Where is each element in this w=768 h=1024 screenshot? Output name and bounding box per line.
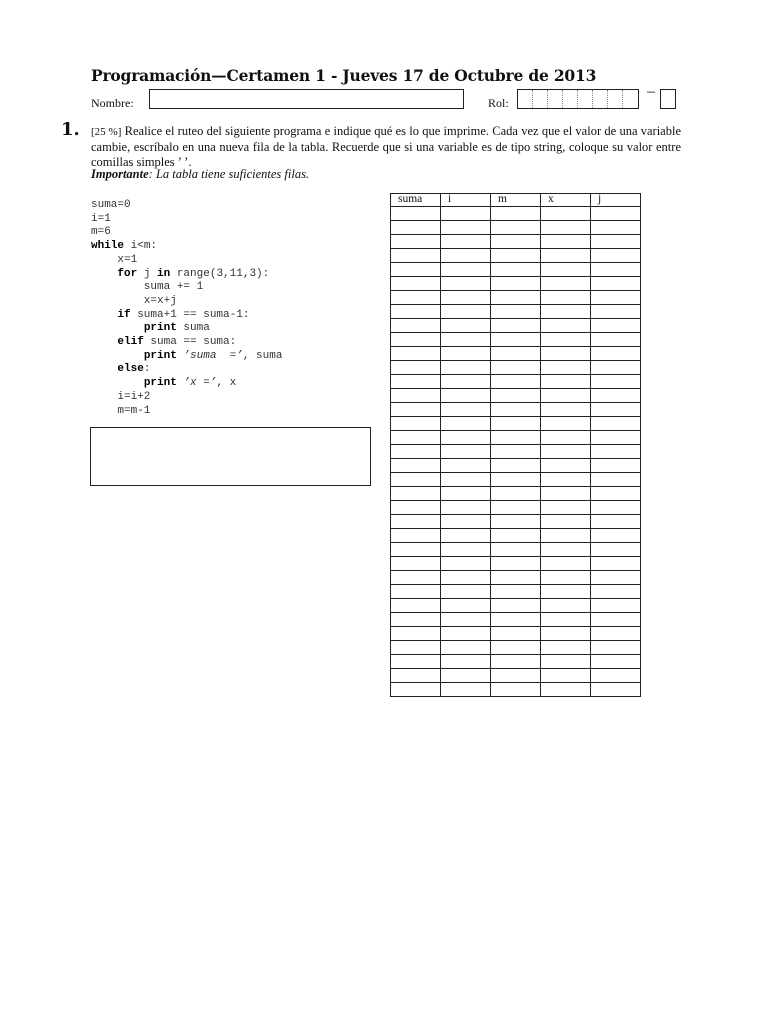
important-text: : La tabla tiene suficientes filas. [148, 167, 310, 181]
cell-i[interactable] [441, 655, 491, 669]
cell-j[interactable] [591, 683, 641, 697]
table-row [391, 375, 641, 389]
cell-j[interactable] [591, 655, 641, 669]
cell-j[interactable] [591, 613, 641, 627]
cell-j[interactable] [591, 375, 641, 389]
cell-i[interactable] [441, 459, 491, 473]
cell-i[interactable] [441, 557, 491, 571]
cell-x[interactable] [541, 221, 591, 235]
cell-suma[interactable] [391, 571, 441, 585]
cell-i[interactable] [441, 529, 491, 543]
cell-j[interactable] [591, 291, 641, 305]
cell-x[interactable] [541, 557, 591, 571]
cell-j[interactable] [591, 557, 641, 571]
cell-i[interactable] [441, 683, 491, 697]
cell-m[interactable] [491, 445, 541, 459]
cell-m[interactable] [491, 613, 541, 627]
cell-x[interactable] [541, 641, 591, 655]
cell-m[interactable] [491, 599, 541, 613]
cell-m[interactable] [491, 207, 541, 221]
trace-table-header [391, 194, 641, 207]
cell-suma[interactable] [391, 487, 441, 501]
cell-j[interactable] [591, 529, 641, 543]
cell-i[interactable] [441, 361, 491, 375]
column-header-suma: suma [391, 194, 441, 207]
cell-m[interactable] [491, 347, 541, 361]
cell-j[interactable] [591, 669, 641, 683]
cell-suma[interactable] [391, 249, 441, 263]
column-header-j: j [591, 194, 641, 207]
cell-x[interactable] [541, 571, 591, 585]
cell-m[interactable] [491, 585, 541, 599]
question-percent: [25 %] [91, 126, 122, 138]
cell-m[interactable] [491, 305, 541, 319]
table-row [391, 333, 641, 347]
cell-j[interactable] [591, 333, 641, 347]
cell-suma[interactable] [391, 417, 441, 431]
cell-i[interactable] [441, 571, 491, 585]
cell-j[interactable] [591, 459, 641, 473]
cell-m[interactable] [491, 669, 541, 683]
question-body: Realice el ruteo del siguiente programa e indique qué es lo que imprime. Cada vez que el valor de una variable cambie, escríbalo en una nueva fila de la tabla. Recuerde que si una variable es de tipo string, coloque su valor entre comillas simples ’ ’. [91, 124, 682, 169]
cell-x[interactable] [541, 585, 591, 599]
table-row [391, 627, 641, 641]
cell-x[interactable] [541, 445, 591, 459]
cell-suma[interactable] [391, 529, 441, 543]
cell-suma[interactable] [391, 221, 441, 235]
cell-suma[interactable] [391, 501, 441, 515]
rol-digit-cell[interactable] [623, 90, 638, 108]
cell-m[interactable] [491, 389, 541, 403]
cell-m[interactable] [491, 557, 541, 571]
cell-m[interactable] [491, 417, 541, 431]
cell-suma[interactable] [391, 585, 441, 599]
table-row [391, 277, 641, 291]
cell-m[interactable] [491, 515, 541, 529]
cell-m[interactable] [491, 277, 541, 291]
cell-suma[interactable] [391, 263, 441, 277]
table-row [391, 347, 641, 361]
cell-i[interactable] [441, 431, 491, 445]
table-row [391, 515, 641, 529]
cell-x[interactable] [541, 277, 591, 291]
cell-m[interactable] [491, 333, 541, 347]
table-row [391, 291, 641, 305]
cell-m[interactable] [491, 361, 541, 375]
cell-i[interactable] [441, 641, 491, 655]
cell-i[interactable] [441, 585, 491, 599]
cell-m[interactable] [491, 571, 541, 585]
cell-x[interactable] [541, 487, 591, 501]
trace-table-body [391, 207, 641, 697]
cell-x[interactable] [541, 529, 591, 543]
table-row [391, 263, 641, 277]
cell-j[interactable] [591, 263, 641, 277]
rol-field[interactable] [517, 89, 639, 109]
cell-x[interactable] [541, 501, 591, 515]
cell-x[interactable] [541, 347, 591, 361]
table-row [391, 221, 641, 235]
cell-i[interactable] [441, 487, 491, 501]
cell-suma[interactable] [391, 445, 441, 459]
table-row [391, 585, 641, 599]
cell-x[interactable] [541, 389, 591, 403]
cell-j[interactable] [591, 515, 641, 529]
cell-x[interactable] [541, 249, 591, 263]
table-row [391, 501, 641, 515]
cell-suma[interactable] [391, 291, 441, 305]
table-row [391, 529, 641, 543]
cell-i[interactable] [441, 599, 491, 613]
cell-m[interactable] [491, 529, 541, 543]
cell-j[interactable] [591, 347, 641, 361]
cell-suma[interactable] [391, 683, 441, 697]
cell-suma[interactable] [391, 431, 441, 445]
cell-suma[interactable] [391, 543, 441, 557]
cell-j[interactable] [591, 585, 641, 599]
cell-i[interactable] [441, 333, 491, 347]
cell-suma[interactable] [391, 319, 441, 333]
cell-x[interactable] [541, 305, 591, 319]
cell-m[interactable] [491, 543, 541, 557]
cell-j[interactable] [591, 487, 641, 501]
cell-j[interactable] [591, 445, 641, 459]
cell-x[interactable] [541, 235, 591, 249]
table-row [391, 389, 641, 403]
rol-digit-cell[interactable] [518, 90, 533, 108]
cell-j[interactable] [591, 277, 641, 291]
table-row [391, 417, 641, 431]
cell-suma[interactable] [391, 599, 441, 613]
cell-suma[interactable] [391, 459, 441, 473]
cell-x[interactable] [541, 361, 591, 375]
table-row [391, 613, 641, 627]
cell-i[interactable] [441, 207, 491, 221]
cell-m[interactable] [491, 683, 541, 697]
cell-i[interactable] [441, 473, 491, 487]
cell-suma[interactable] [391, 515, 441, 529]
cell-j[interactable] [591, 235, 641, 249]
table-row [391, 459, 641, 473]
cell-m[interactable] [491, 291, 541, 305]
important-label: Importante [91, 167, 149, 181]
cell-i[interactable] [441, 305, 491, 319]
cell-x[interactable] [541, 599, 591, 613]
cell-suma[interactable] [391, 403, 441, 417]
cell-j[interactable] [591, 627, 641, 641]
cell-m[interactable] [491, 319, 541, 333]
rol-separator: – [647, 83, 655, 100]
cell-i[interactable] [441, 403, 491, 417]
cell-m[interactable] [491, 249, 541, 263]
rol-digit-cell[interactable] [563, 90, 578, 108]
cell-x[interactable] [541, 375, 591, 389]
cell-m[interactable] [491, 641, 541, 655]
cell-m[interactable] [491, 655, 541, 669]
cell-j[interactable] [591, 571, 641, 585]
column-header-x: x [541, 194, 591, 207]
cell-i[interactable] [441, 319, 491, 333]
cell-m[interactable] [491, 263, 541, 277]
cell-j[interactable] [591, 361, 641, 375]
exam-title: Programación—Certamen 1 - Jueves 17 de Octubre de 2013 [91, 66, 597, 85]
cell-suma[interactable] [391, 669, 441, 683]
column-header-i: i [441, 194, 491, 207]
cell-m[interactable] [491, 431, 541, 445]
cell-i[interactable] [441, 445, 491, 459]
cell-i[interactable] [441, 515, 491, 529]
cell-j[interactable] [591, 319, 641, 333]
rol-check-digit-field[interactable] [660, 89, 676, 109]
table-row [391, 655, 641, 669]
cell-j[interactable] [591, 417, 641, 431]
cell-suma[interactable] [391, 361, 441, 375]
cell-x[interactable] [541, 627, 591, 641]
cell-i[interactable] [441, 235, 491, 249]
cell-suma[interactable] [391, 347, 441, 361]
table-row [391, 571, 641, 585]
cell-x[interactable] [541, 319, 591, 333]
cell-suma[interactable] [391, 389, 441, 403]
cell-m[interactable] [491, 235, 541, 249]
cell-m[interactable] [491, 403, 541, 417]
table-row [391, 403, 641, 417]
cell-x[interactable] [541, 669, 591, 683]
cell-j[interactable] [591, 403, 641, 417]
cell-x[interactable] [541, 473, 591, 487]
cell-j[interactable] [591, 501, 641, 515]
table-row [391, 683, 641, 697]
rol-digit-cell[interactable] [578, 90, 593, 108]
cell-j[interactable] [591, 207, 641, 221]
cell-x[interactable] [541, 459, 591, 473]
question-number: 1. [61, 119, 80, 140]
cell-m[interactable] [491, 487, 541, 501]
cell-m[interactable] [491, 501, 541, 515]
table-row [391, 487, 641, 501]
cell-i[interactable] [441, 501, 491, 515]
cell-i[interactable] [441, 375, 491, 389]
cell-i[interactable] [441, 347, 491, 361]
cell-x[interactable] [541, 515, 591, 529]
table-row [391, 319, 641, 333]
table-row [391, 599, 641, 613]
cell-x[interactable] [541, 263, 591, 277]
cell-x[interactable] [541, 683, 591, 697]
cell-j[interactable] [591, 599, 641, 613]
table-row [391, 361, 641, 375]
cell-m[interactable] [491, 459, 541, 473]
cell-x[interactable] [541, 291, 591, 305]
table-row [391, 543, 641, 557]
cell-suma[interactable] [391, 627, 441, 641]
cell-j[interactable] [591, 641, 641, 655]
question-text [91, 124, 681, 170]
cell-j[interactable] [591, 473, 641, 487]
table-row [391, 557, 641, 571]
cell-x[interactable] [541, 207, 591, 221]
cell-j[interactable] [591, 249, 641, 263]
cell-x[interactable] [541, 613, 591, 627]
cell-i[interactable] [441, 277, 491, 291]
cell-i[interactable] [441, 627, 491, 641]
output-answer-box[interactable] [90, 427, 371, 486]
cell-x[interactable] [541, 543, 591, 557]
table-row [391, 305, 641, 319]
cell-x[interactable] [541, 333, 591, 347]
code-block: suma=0 i=1 m=6 while i<m: x=1 for j in range(3,11,3): suma += 1 x=x+j if suma+1 == suma-1: print suma elif suma == suma: print ’suma =’, suma else: print ’x =’, x i=i+2 m=m-1 [91, 199, 283, 417]
column-header-m: m [491, 194, 541, 207]
cell-x[interactable] [541, 655, 591, 669]
cell-i[interactable] [441, 389, 491, 403]
table-row [391, 445, 641, 459]
cell-suma[interactable] [391, 473, 441, 487]
table-row [391, 207, 641, 221]
cell-m[interactable] [491, 375, 541, 389]
cell-suma[interactable] [391, 235, 441, 249]
name-field[interactable] [149, 89, 464, 109]
cell-x[interactable] [541, 431, 591, 445]
cell-suma[interactable] [391, 375, 441, 389]
cell-i[interactable] [441, 669, 491, 683]
cell-m[interactable] [491, 221, 541, 235]
cell-i[interactable] [441, 543, 491, 557]
important-note [91, 167, 309, 182]
table-row [391, 235, 641, 249]
cell-suma[interactable] [391, 655, 441, 669]
cell-i[interactable] [441, 263, 491, 277]
cell-j[interactable] [591, 431, 641, 445]
cell-suma[interactable] [391, 641, 441, 655]
rol-digit-cell[interactable] [608, 90, 623, 108]
cell-x[interactable] [541, 417, 591, 431]
cell-i[interactable] [441, 291, 491, 305]
table-row [391, 641, 641, 655]
table-row [391, 473, 641, 487]
cell-i[interactable] [441, 417, 491, 431]
cell-suma[interactable] [391, 305, 441, 319]
cell-suma[interactable] [391, 277, 441, 291]
rol-digit-cell[interactable] [548, 90, 563, 108]
cell-j[interactable] [591, 543, 641, 557]
cell-suma[interactable] [391, 207, 441, 221]
cell-j[interactable] [591, 305, 641, 319]
rol-label: Rol: [488, 96, 509, 110]
cell-x[interactable] [541, 403, 591, 417]
rol-digit-cell[interactable] [533, 90, 548, 108]
cell-i[interactable] [441, 221, 491, 235]
cell-m[interactable] [491, 627, 541, 641]
trace-table [390, 193, 641, 697]
cell-m[interactable] [491, 473, 541, 487]
table-row [391, 431, 641, 445]
cell-j[interactable] [591, 389, 641, 403]
cell-suma[interactable] [391, 333, 441, 347]
cell-i[interactable] [441, 249, 491, 263]
cell-suma[interactable] [391, 557, 441, 571]
table-row [391, 249, 641, 263]
cell-suma[interactable] [391, 613, 441, 627]
cell-i[interactable] [441, 613, 491, 627]
name-label: Nombre: [91, 96, 134, 110]
rol-digit-cell[interactable] [593, 90, 608, 108]
cell-j[interactable] [591, 221, 641, 235]
table-row [391, 669, 641, 683]
